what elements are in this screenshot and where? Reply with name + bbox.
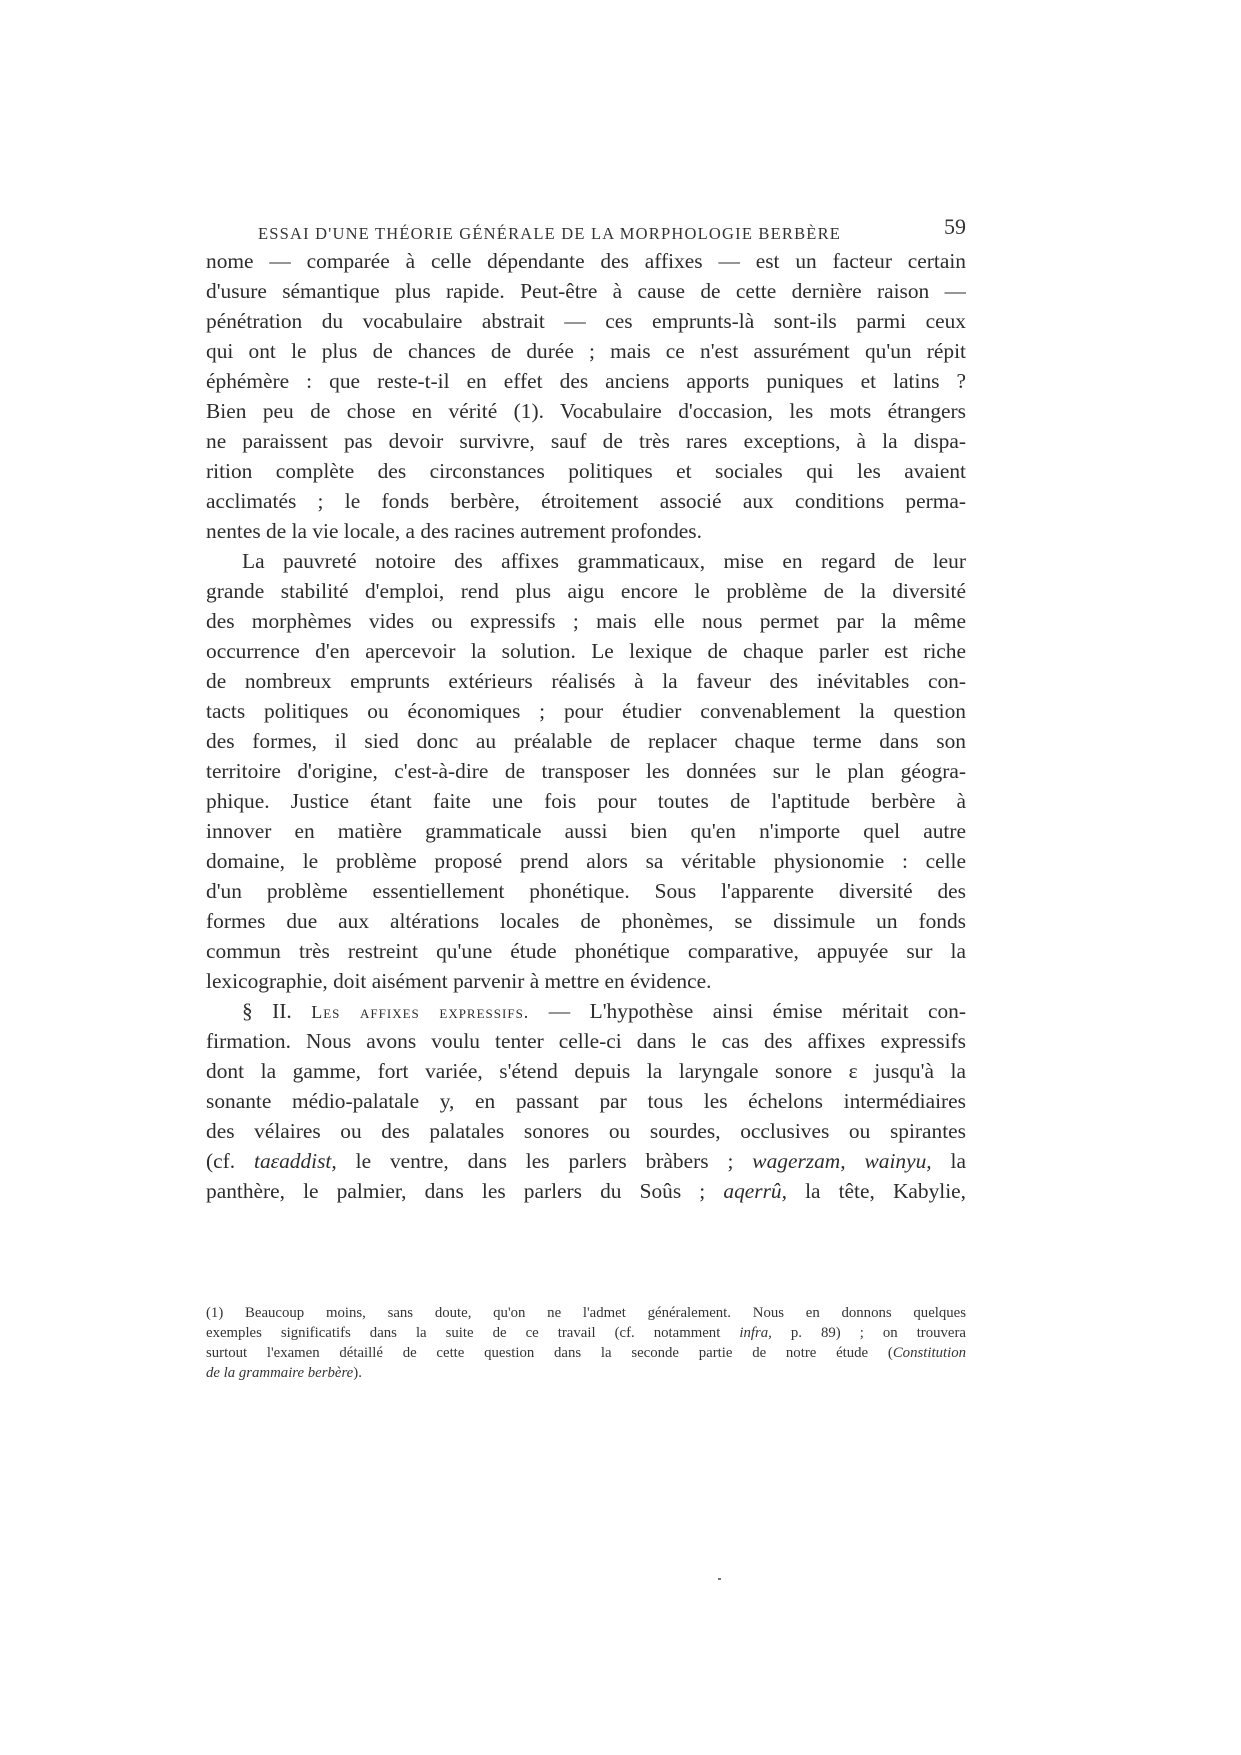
italic-title: Constitution	[892, 1345, 966, 1361]
text-line: domaine, le problème proposé prend alors sa véritable physionomie : celle	[206, 849, 966, 873]
italic-title: de la grammaire berbère	[206, 1365, 354, 1381]
text-line: rition complète des circonstances politiques et sociales qui les avaient	[206, 459, 966, 483]
text-fragment: la	[931, 1149, 966, 1173]
text-line: dont la gamme, fort variée, s'étend depuis la laryngale sonore ɛ jusqu'à la	[206, 1059, 966, 1083]
italic-term: infra,	[739, 1325, 772, 1341]
running-title: ESSAI D'UNE THÉORIE GÉNÉRALE DE LA MORPHOLOGIE BERBÈRE	[258, 224, 842, 243]
text-line: des vélaires ou des palatales sonores ou sourdes, occlusives ou spirantes	[206, 1119, 966, 1143]
footnote	[206, 1303, 966, 1383]
text-line: sonante médio-palatale y, en passant par tous les échelons intermédiaires	[206, 1089, 966, 1113]
text-line: Bien peu de chose en vérité (1). Vocabulaire d'occasion, les mots étrangers	[206, 399, 966, 423]
text-line: acclimatés ; le fonds berbère, étroitement associé aux conditions perma-	[206, 489, 966, 513]
body-text	[206, 246, 966, 1206]
footnote-line	[206, 1343, 966, 1363]
text-line	[206, 1176, 966, 1206]
text-line: phique. Justice étant faite une fois pour toutes de l'aptitude berbère à	[206, 789, 966, 813]
text-line: d'un problème essentiellement phonétique. Sous l'apparente diversité des	[206, 879, 966, 903]
text-line: nome — comparée à celle dépendante des affixes — est un facteur certain	[206, 249, 966, 273]
running-head	[206, 210, 966, 244]
footnote-line	[206, 1363, 966, 1383]
text-line: commun très restreint qu'une étude phonétique comparative, appuyée sur la	[206, 939, 966, 963]
text-line: innover en matière grammaticale aussi bien qu'en n'importe quel autre	[206, 819, 966, 843]
text-fragment: exemples significatifs dans la suite de ce travail (cf. notamment	[206, 1325, 740, 1341]
text-line: lexicographie, doit aisément parvenir à mettre en évidence.	[206, 969, 712, 993]
text-fragment: (cf.	[206, 1149, 254, 1173]
text-fragment: surtout l'examen détaillé de cette question dans la seconde partie de notre étude (	[206, 1345, 893, 1361]
footnote-line	[206, 1323, 966, 1343]
text-line: éphémère : que reste-t-il en effet des anciens apports puniques et latins ?	[206, 369, 966, 393]
text-fragment: panthère, le palmier, dans les parlers du Soûs ;	[206, 1179, 724, 1203]
text-line: tacts politiques ou économiques ; pour étudier convenablement la question	[206, 699, 966, 723]
text-line: d'usure sémantique plus rapide. Peut-être à cause de cette dernière raison —	[206, 279, 966, 303]
text-line: La pauvreté notoire des affixes grammaticaux, mise en regard de leur	[242, 549, 966, 573]
berber-term: taɛaddist,	[254, 1149, 337, 1173]
text-line: firmation. Nous avons voulu tenter celle-ci dans le cas des affixes expressifs	[206, 1029, 966, 1053]
berber-term: aqerrû,	[723, 1179, 787, 1203]
section-heading: Les affixes expressifs.	[311, 1002, 530, 1022]
text-fragment: la tête, Kabylie,	[786, 1179, 966, 1203]
text-line: nentes de la vie locale, a des racines autrement profondes.	[206, 519, 702, 543]
text-line: formes due aux altérations locales de phonèmes, se dissimule un fonds	[206, 909, 966, 933]
page	[206, 210, 966, 1206]
footnote-line: (1) Beaucoup moins, sans doute, qu'on ne l'admet généralement. Nous en donnons quelques	[206, 1305, 966, 1321]
text-line: de nombreux emprunts extérieurs réalisés à la faveur des inévitables con-	[206, 669, 966, 693]
text-line: des morphèmes vides ou expressifs ; mais elle nous permet par la même	[206, 609, 966, 633]
text-line: occurrence d'en apercevoir la solution. Le lexique de chaque parler est riche	[206, 639, 966, 663]
text-line: pénétration du vocabulaire abstrait — ces emprunts-là sont-ils parmi ceux	[206, 309, 966, 333]
text-line: grande stabilité d'emploi, rend plus aigu encore le problème de la diversité	[206, 579, 966, 603]
page-number: 59	[944, 214, 966, 239]
text-line: qui ont le plus de chances de durée ; mais ce n'est assurément qu'un répit	[206, 339, 966, 363]
text-line	[206, 1146, 966, 1176]
text-fragment: ).	[353, 1365, 362, 1381]
text-fragment: p. 89) ; on trouvera	[771, 1325, 966, 1341]
text-line: des formes, il sied donc au préalable de replacer chaque terme dans son	[206, 729, 966, 753]
berber-term: wagerzam, wainyu,	[752, 1149, 932, 1173]
text-fragment: — L'hypothèse ainsi émise méritait con-	[529, 999, 966, 1023]
section-heading-line	[206, 996, 966, 1026]
text-line: ne paraissent pas devoir survivre, sauf de très rares exceptions, à la dispa-	[206, 429, 966, 453]
text-fragment: le ventre, dans les parlers bràbers ;	[336, 1149, 753, 1173]
text-line: territoire d'origine, c'est-à-dire de transposer les données sur le plan géogra-	[206, 759, 966, 783]
section-mark: § II.	[242, 999, 292, 1023]
scan-speck	[718, 1578, 721, 1580]
